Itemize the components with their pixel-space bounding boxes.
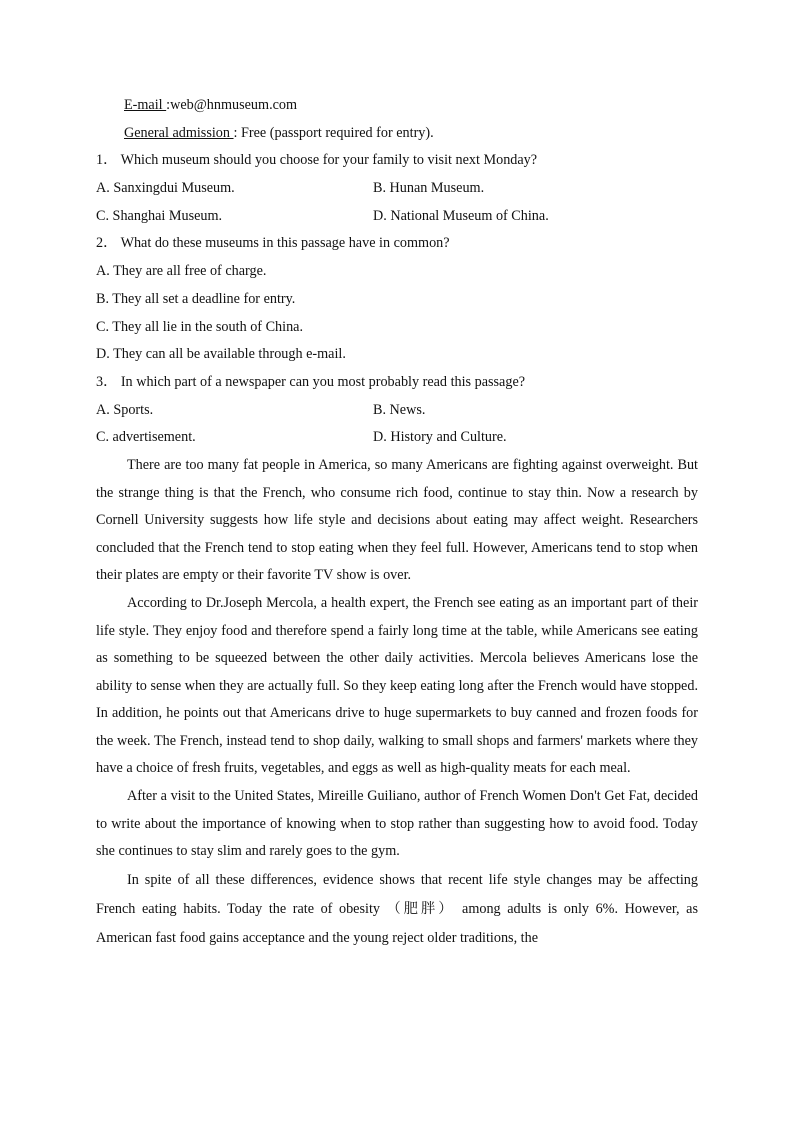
question-1-option-a: A. Sanxingdui Museum. [96,180,235,197]
question-1-options-row-1 [96,175,698,203]
question-1-options-row-2 [96,203,698,231]
passage-paragraph-2: According to Dr.Joseph Mercola, a health expert, the French see eating as an important part of their life style. They enjoy food and therefore spend a fairly long time at the table, while Americans see eating as something to be squeezed between the other daily activities. Mercola believes Americans lose the ability to sense when they are actually full. So they keep eating long after the French would have stopped. In addition, he points out that Americans drive to huge supermarkets to buy canned and frozen foods for the week. The French, instead tend to shop daily, walking to small shops and farmers' markets where they have a choice of fresh fruits, vegetables, and eggs as well as high-quality meats for each meal. [96,594,698,777]
question-2-option-c: C. They all lie in the south of China. [96,318,304,335]
question-1-stem: 1． Which museum should you choose for your family to visit next Monday? [96,152,538,169]
admission-line [96,120,698,148]
question-3-options-row-2 [96,424,698,452]
question-2-option-a: A. They are all free of charge. [96,263,267,280]
document-page [96,92,698,953]
question-3-option-a: A. Sports. [96,401,154,418]
email-value: :web@hnmuseum.com [166,97,298,113]
question-2-option-b: B. They all set a deadline for entry. [96,290,296,307]
passage-paragraph-3: After a visit to the United States, Mireille Guiliano, author of French Women Don't Get Fat, decided to write about the importance of knowing when to stop rather than suggesting how to avoid food. Today she continues to stay slim and rarely goes to the gym. [96,788,698,860]
passage-paragraph-4: In spite of all these differences, evidence shows that recent life style changes may be affecting French eating habits. Today the rate of obesity （肥胖） among adults is only 6%. However, as American fast food gains acceptance and the young reject older traditions, the [96,871,698,946]
question-3-option-c: C. advertisement. [96,429,196,446]
question-1-option-b: B. Hunan Museum. [373,180,485,197]
question-2-option-d: D. They can all be available through e-mail. [96,346,346,363]
question-3-options-row-1 [96,397,698,425]
question-3-stem: 3． In which part of a newspaper can you most probably read this passage? [96,373,526,390]
email-line [96,92,698,120]
email-label: E-mail [124,97,167,113]
passage-paragraph-1: There are too many fat people in America, so many Americans are fighting against overweight. But the strange thing is that the French, who consume rich food, continue to stay thin. Now a research by Cornell University suggests how life style and decisions about eating may affect weight. Researchers concluded that the French tend to stop eating when they feel full. However, Americans tend to stop when their plates are empty or their favorite TV show is over. [96,456,698,584]
question-3-option-d: D. History and Culture. [373,429,507,446]
admission-value: : Free (passport required for entry). [233,124,434,141]
question-1-option-d: D. National Museum of China. [373,207,549,224]
question-3-option-b: B. News. [373,401,426,418]
question-2-stem: 2． What do these museums in this passage have in common? [96,235,450,252]
admission-label: General admission [124,124,234,141]
question-1-option-c: C. Shanghai Museum. [96,207,223,224]
